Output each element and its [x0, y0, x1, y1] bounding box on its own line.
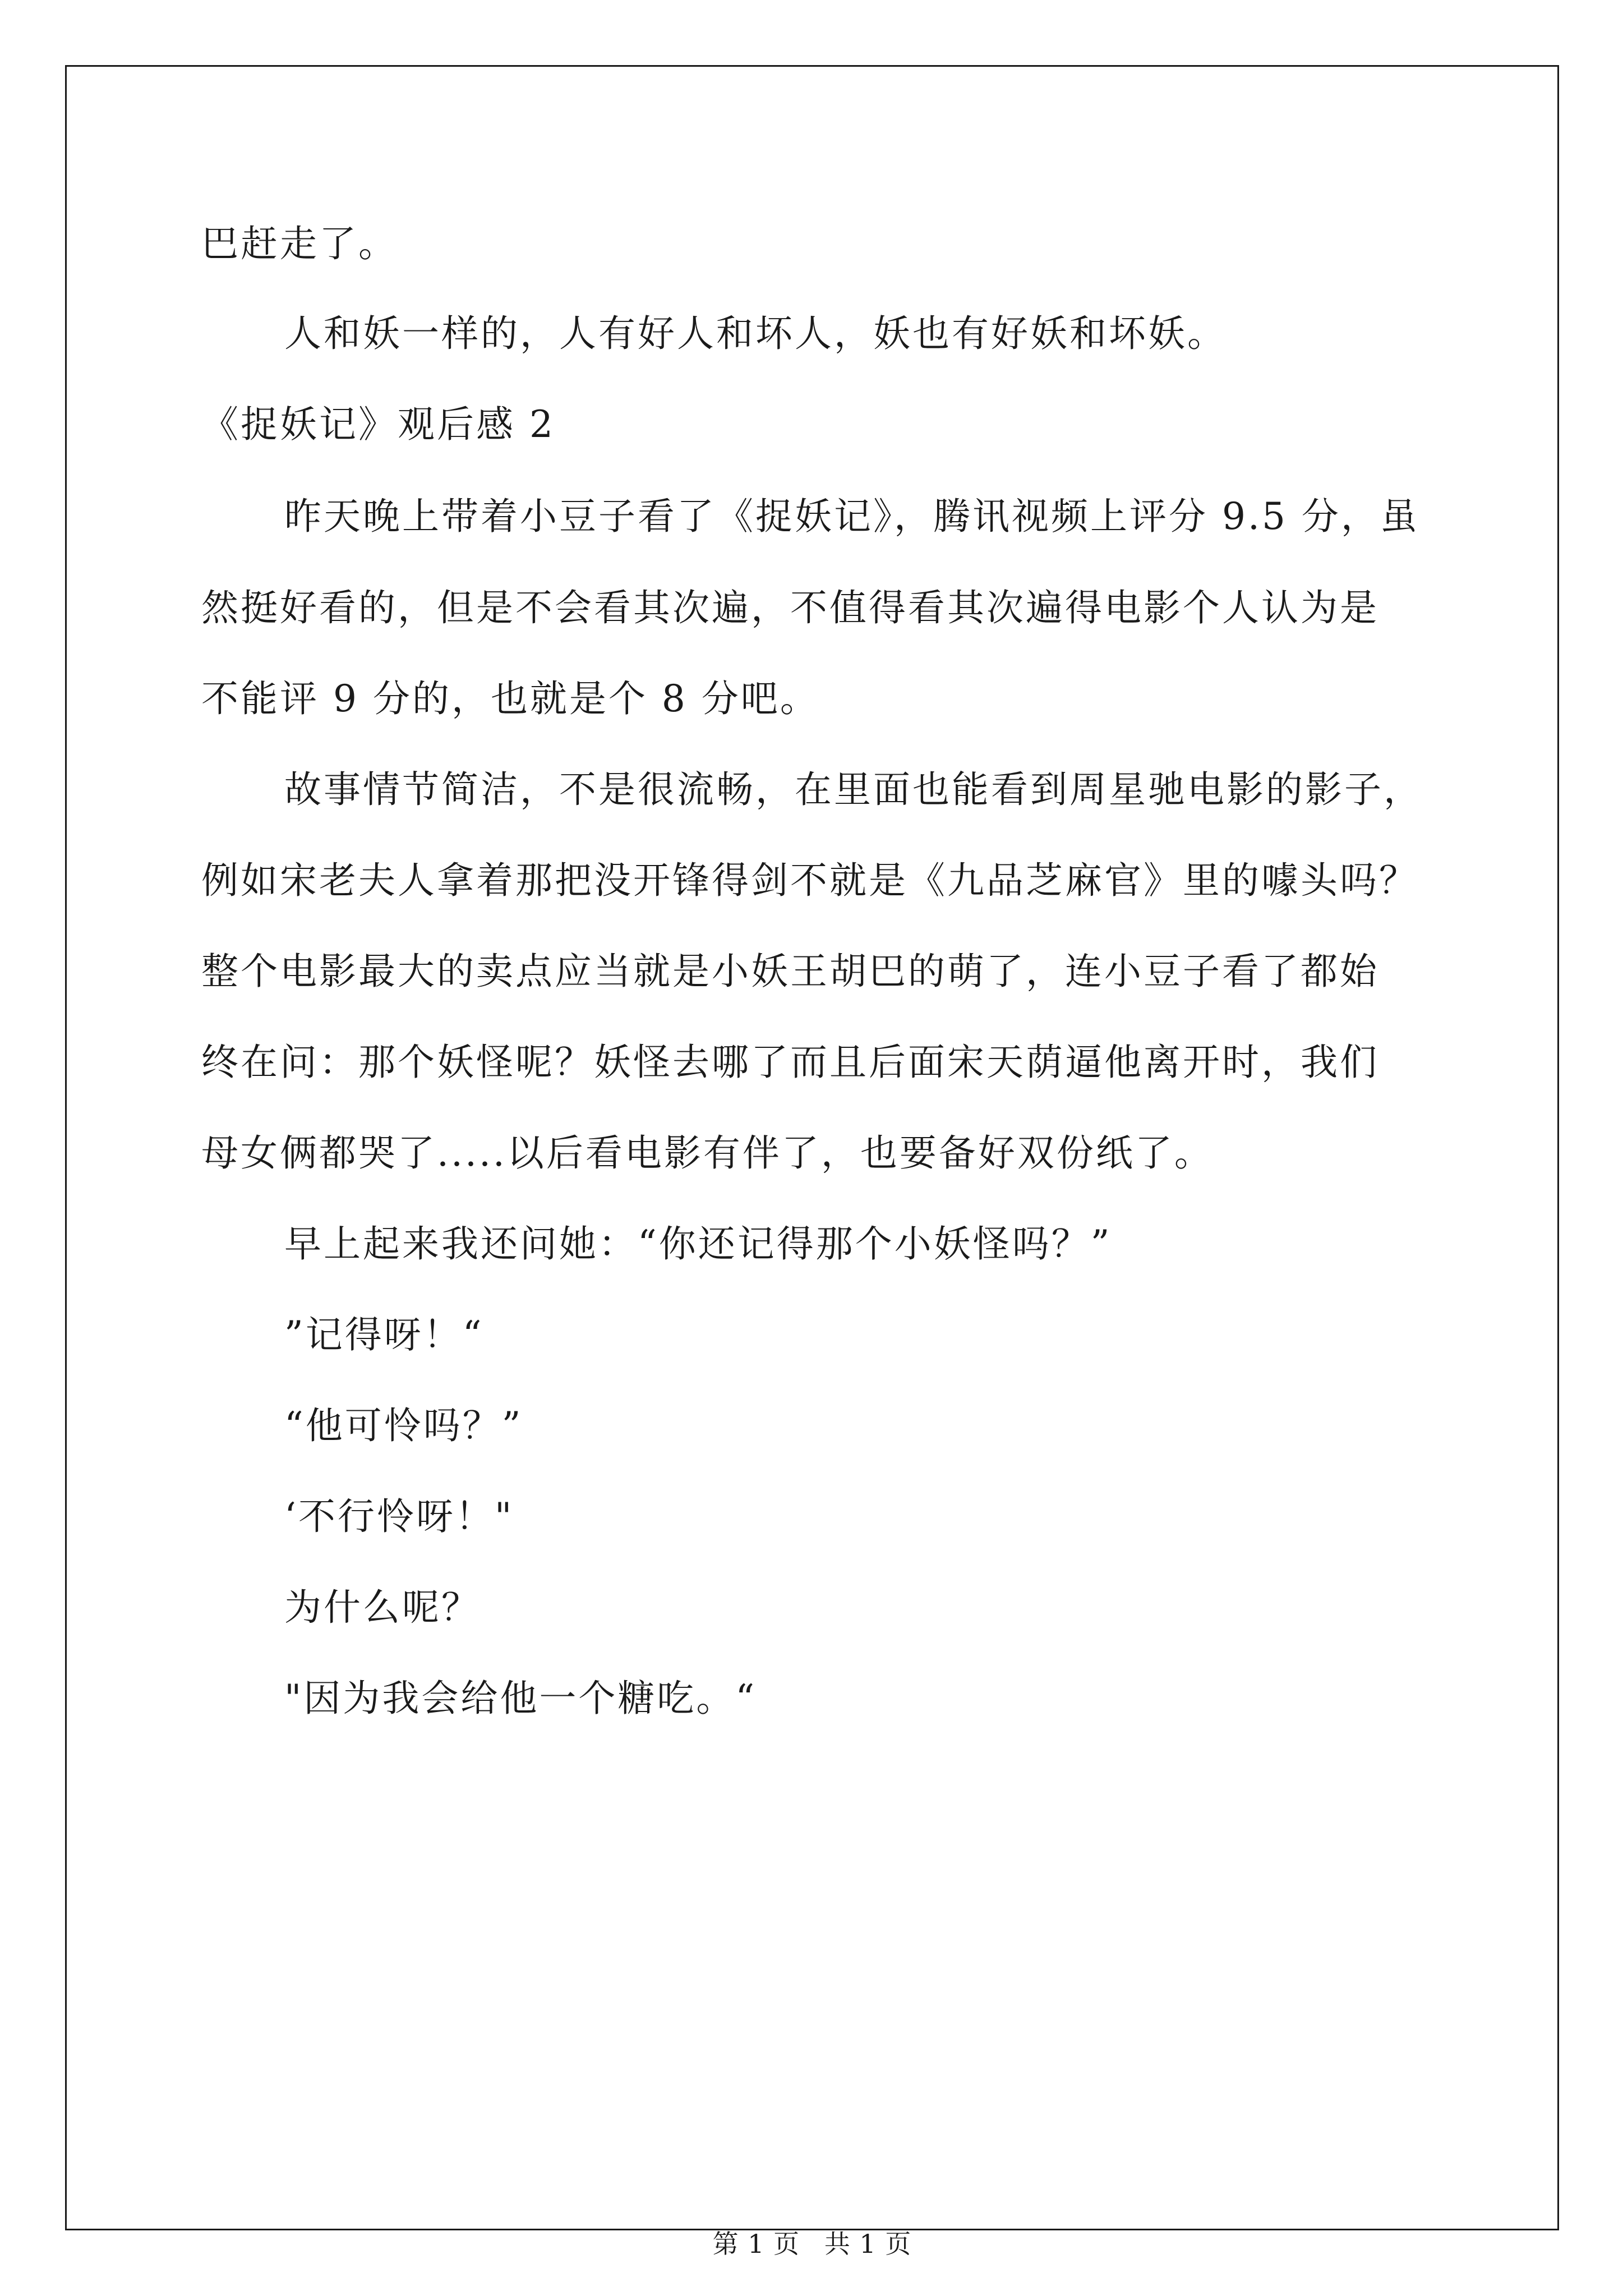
page-total: 共 1 页: [824, 2229, 912, 2259]
text-line: 然挺好看的，但是不会看其次遍，不值得看其次遍得电影个人认为是: [201, 586, 1379, 629]
text-line: 整个电影最大的卖点应当就是小妖王胡巴的萌了，连小豆子看了都始: [201, 950, 1379, 993]
text-line: 例如宋老夫人拿着那把没开锋得剑不就是《九品芝麻官》里的噱头吗？: [201, 859, 1418, 902]
text-line: 人和妖一样的，人有好人和坏人，妖也有好妖和坏妖。: [284, 312, 1227, 355]
text-line: 巴赶走了。: [201, 222, 398, 265]
text-line: 为什么呢？: [284, 1586, 481, 1629]
text-line: ‘不行怜呀！": [284, 1495, 514, 1538]
page-number: 第 1 页: [712, 2229, 800, 2259]
text-line: "因为我会给他一个糖吃。“: [284, 1677, 757, 1720]
text-line: 早上起来我还问她：“你还记得那个小妖怪吗？”: [284, 1222, 1112, 1266]
text-line: 母女俩都哭了.....以后看电影有伴了，也要备好双份纸了。: [201, 1131, 1214, 1175]
text-line: 故事情节简洁，不是很流畅，在里面也能看到周星驰电影的影子，: [284, 768, 1423, 811]
section-heading: 《捉妖记》观后感 2: [201, 403, 555, 446]
text-line: 昨天晚上带着小豆子看了《捉妖记》，腾讯视频上评分 9.5 分，虽: [284, 495, 1419, 538]
document-body: [67, 67, 1557, 2259]
text-line: ”记得呀！“: [284, 1313, 484, 1356]
text-line: 终在问：那个妖怪呢？妖怪去哪了而且后面宋天荫逼他离开时，我们: [201, 1041, 1379, 1084]
page-frame: [65, 65, 1559, 2259]
text-line: “他可怜吗？”: [284, 1404, 523, 1447]
page-footer: [67, 2231, 1557, 2257]
text-line: 不能评 9 分的，也就是个 8 分吧。: [201, 677, 819, 720]
